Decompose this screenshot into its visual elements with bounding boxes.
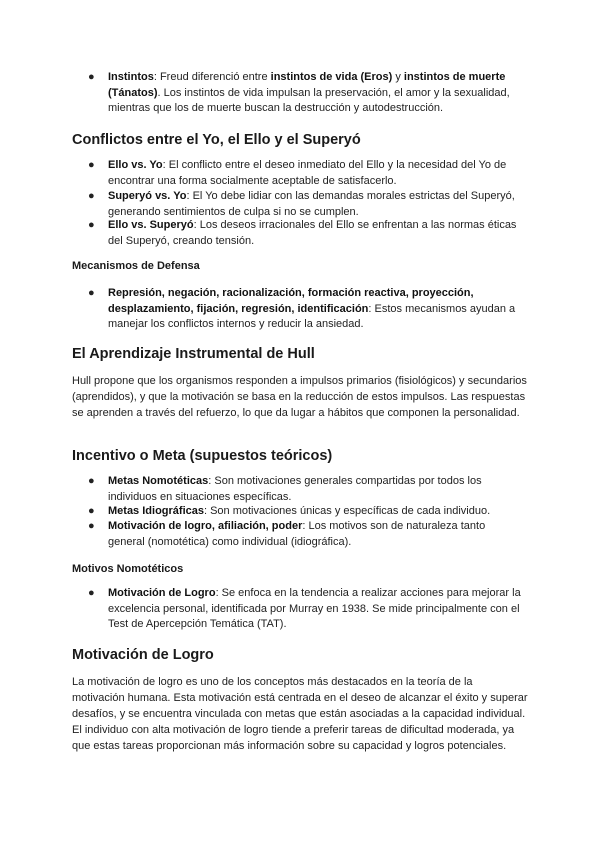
bullet-marker: ●: [88, 159, 95, 171]
incentivo-heading: Incentivo o Meta (supuestos teóricos): [72, 448, 333, 464]
conflicto-text: : Los deseos irracionales del Ello se enfrentan a las normas éticas del Superyó, creando tensión.: [108, 219, 517, 247]
mecanismos-heading: Mecanismos de Defensa: [72, 260, 200, 272]
instintos-tanatos: instintos de muerte (Tánatos): [108, 71, 506, 99]
bullet-marker: ●: [88, 587, 95, 599]
incentivo-text: : Los motivos son de naturaleza tanto general (nomotética) como individual (idiográfica).: [108, 520, 486, 548]
instintos-eros: instintos de vida (Eros): [270, 71, 393, 83]
instintos-item: [108, 70, 522, 117]
incentivo-term: Metas Nomotéticas: [108, 475, 209, 487]
motivos-term: Motivación de Logro: [108, 587, 216, 599]
motivos-item: [108, 586, 526, 633]
conflicto-item: [108, 158, 522, 189]
conflicto-term: Ello vs. Yo: [108, 159, 163, 171]
motivos-text: : Se enfoca en la tendencia a realizar acciones para mejorar la excelencia personal, identificada por Murray en 1938. Se mide principalmente con el Test de Apercepción Temática (TAT).: [108, 587, 521, 631]
incentivo-item: [108, 474, 522, 505]
conflicto-text: : El Yo debe lidiar con las demandas morales estrictas del Superyó, generando sentimientos de culpa si no se cumplen.: [108, 190, 515, 218]
incentivo-term: Motivación de logro, afiliación, poder: [108, 520, 303, 532]
conflictos-heading: Conflictos entre el Yo, el Ello y el Superyó: [72, 132, 361, 148]
conflicto-term: Superyó vs. Yo: [108, 190, 187, 202]
logro-heading: Motivación de Logro: [72, 647, 214, 663]
bullet-marker: ●: [88, 505, 95, 517]
incentivo-item: [108, 504, 522, 520]
motivos-heading: Motivos Nomotéticos: [72, 563, 184, 575]
conflicto-item: [108, 218, 522, 249]
instintos-text-3: . Los instintos de vida impulsan la preservación, el amor y la sexualidad, mientras que los de muerte buscan la destrucción y autodestrucción.: [108, 86, 510, 115]
incentivo-term: Metas Idiográficas: [108, 505, 204, 517]
bullet-marker: ●: [88, 190, 95, 202]
instintos-text-2: y: [392, 71, 404, 83]
hull-heading: El Aprendizaje Instrumental de Hull: [72, 346, 315, 362]
bullet-marker: ●: [88, 219, 95, 231]
conflicto-text: : El conflicto entre el deseo inmediato del Ello y la necesidad del Yo de encontrar una forma socialmente aceptable de satisfacerlo.: [108, 159, 507, 187]
incentivo-item: [108, 519, 522, 550]
incentivo-text: : Son motivaciones generales compartidas por todos los individuos en situaciones específicas.: [108, 475, 482, 503]
hull-paragraph: Hull propone que los organismos responden a impulsos primarios (fisiológicos) y secundarios (aprendidos), y que la motivación se basa en la reducción de estos impulsos. Las respuestas se aprenden a través del refuerzo, lo que da lugar a hábitos que componen la personalidad.: [72, 375, 527, 419]
bullet-marker: ●: [88, 520, 95, 532]
bullet-marker: ●: [88, 475, 95, 487]
conflicto-term: Ello vs. Superyó: [108, 219, 194, 231]
mecanismos-item: [108, 286, 524, 333]
instintos-term: Instintos: [108, 71, 154, 83]
mecanismos-term: Represión, negación, racionalización, formación reactiva, proyección, desplazamiento, fijación, regresión, identificación: [108, 287, 474, 315]
bullet-marker: ●: [88, 287, 95, 299]
bullet-marker: ●: [88, 71, 95, 83]
instintos-text-1: : Freud diferenció entre: [153, 71, 271, 83]
mecanismos-text: : Estos mecanismos ayudan a manejar los conflictos internos y reducir la ansiedad.: [108, 302, 516, 331]
incentivo-text: : Son motivaciones únicas y específicas de cada individuo.: [203, 505, 491, 517]
conflicto-item: [108, 189, 522, 220]
logro-paragraph: La motivación de logro es uno de los conceptos más destacados en la teoría de la motivación humana. Esta motivación está centrada en el deseo de alcanzar el éxito y superar desafíos, y se encuentra vinculada con metas que están asociadas a la capacidad individual. El individuo con alta motivación de logro tiende a preferir tareas de dificultad moderada, ya que estas tareas proporcionan más información sobre su capacidad y logros potenciales.: [72, 676, 528, 752]
